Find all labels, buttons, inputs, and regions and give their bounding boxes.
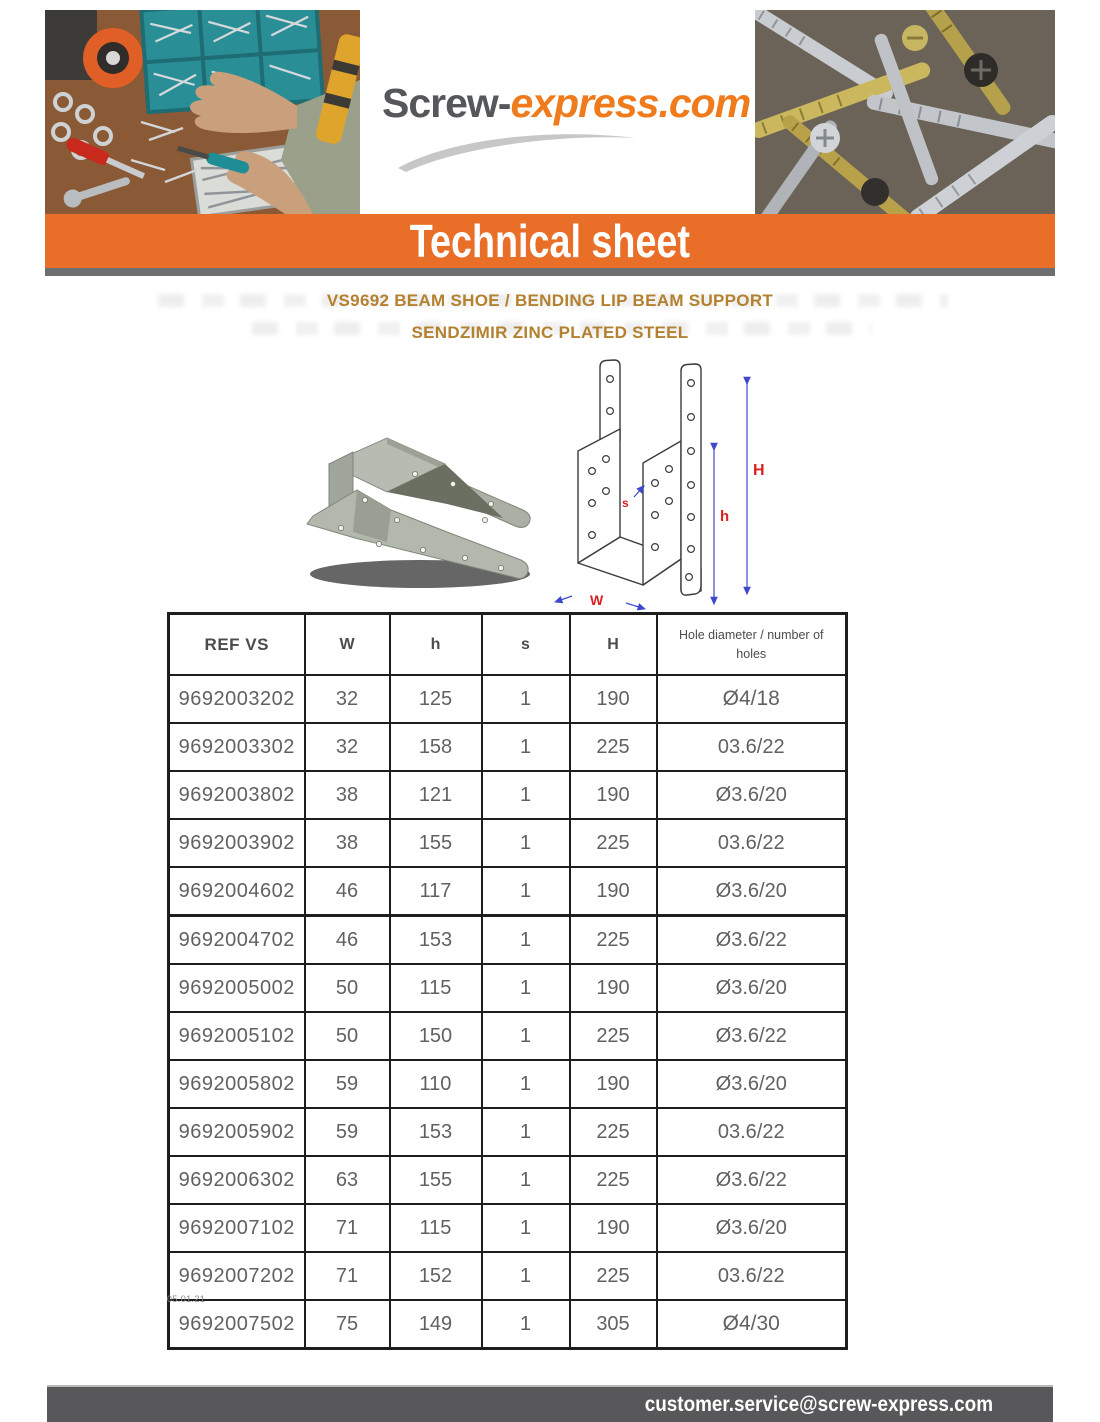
cell-ref: 9692005802 xyxy=(169,1060,305,1108)
logo-text xyxy=(382,80,751,127)
cell-H: 190 xyxy=(570,675,657,723)
header-H: H xyxy=(570,614,657,676)
dim-label-W: W xyxy=(590,592,604,608)
dim-label-s: s xyxy=(622,496,629,510)
cell-H: 225 xyxy=(570,723,657,771)
cell-h: 153 xyxy=(390,1108,482,1156)
footer-bar xyxy=(47,1385,1053,1422)
cell-h: 150 xyxy=(390,1012,482,1060)
header-w: W xyxy=(305,614,390,676)
cell-H: 305 xyxy=(570,1300,657,1349)
cell-s: 1 xyxy=(482,1012,570,1060)
header-ref: REF VS xyxy=(169,614,305,676)
table-row xyxy=(169,1012,847,1060)
cell-w: 46 xyxy=(305,916,390,965)
cell-h: 125 xyxy=(390,675,482,723)
cell-w: 71 xyxy=(305,1204,390,1252)
cell-h: 115 xyxy=(390,964,482,1012)
cell-s: 1 xyxy=(482,964,570,1012)
banner xyxy=(45,214,1055,268)
cell-h: 158 xyxy=(390,723,482,771)
cell-holes: Ø3.6/20 xyxy=(657,964,847,1012)
cell-w: 32 xyxy=(305,723,390,771)
cell-holes: 03.6/22 xyxy=(657,1252,847,1300)
cell-h: 149 xyxy=(390,1300,482,1349)
cell-h: 110 xyxy=(390,1060,482,1108)
table-row xyxy=(169,1108,847,1156)
screws-pile-photo xyxy=(755,10,1055,214)
cell-ref: 9692007102 xyxy=(169,1204,305,1252)
beam-shoe-drawing xyxy=(548,355,768,620)
cell-w: 59 xyxy=(305,1060,390,1108)
cell-holes: Ø4/18 xyxy=(657,675,847,723)
cell-s: 1 xyxy=(482,1108,570,1156)
cell-H: 190 xyxy=(570,771,657,819)
cell-H: 190 xyxy=(570,964,657,1012)
logo-swoosh-icon xyxy=(392,126,642,174)
cell-ref: 9692004702 xyxy=(169,916,305,965)
cell-s: 1 xyxy=(482,1204,570,1252)
table-row xyxy=(169,819,847,867)
cell-H: 225 xyxy=(570,1156,657,1204)
cell-h: 153 xyxy=(390,916,482,965)
header-holes: Hole diameter / number of holes xyxy=(657,614,847,676)
cell-holes: Ø3.6/20 xyxy=(657,771,847,819)
table-row xyxy=(169,867,847,916)
cell-ref: 9692005102 xyxy=(169,1012,305,1060)
cell-ref: 9692003902 xyxy=(169,819,305,867)
cell-s: 1 xyxy=(482,771,570,819)
table-row xyxy=(169,1252,847,1300)
cell-holes: Ø3.6/20 xyxy=(657,1204,847,1252)
cell-s: 1 xyxy=(482,1300,570,1349)
spec-table xyxy=(167,612,848,1350)
cell-h: 115 xyxy=(390,1204,482,1252)
beam-shoe-photo xyxy=(295,424,545,601)
header-s: s xyxy=(482,614,570,676)
cell-H: 225 xyxy=(570,819,657,867)
cell-ref: 9692004602 xyxy=(169,867,305,916)
dim-label-H: H xyxy=(753,462,765,479)
contact-email: customer.service@screw-express.com xyxy=(644,1392,993,1416)
banner-underline xyxy=(45,268,1055,276)
spec-table-body xyxy=(169,675,847,1349)
cell-ref: 9692005002 xyxy=(169,964,305,1012)
cell-ref: 9692006302 xyxy=(169,1156,305,1204)
cell-H: 225 xyxy=(570,1012,657,1060)
cell-ref: 9692003802 xyxy=(169,771,305,819)
table-row xyxy=(169,916,847,965)
cell-holes: 03.6/22 xyxy=(657,819,847,867)
cell-h: 152 xyxy=(390,1252,482,1300)
cell-w: 71 xyxy=(305,1252,390,1300)
cell-ref: 9692007502 xyxy=(169,1300,305,1349)
product-title-line1: VS9692 BEAM SHOE / BENDING LIP BEAM SUPPORT xyxy=(326,291,774,310)
cell-s: 1 xyxy=(482,1156,570,1204)
table-row xyxy=(169,1300,847,1349)
cell-holes: Ø3.6/22 xyxy=(657,916,847,965)
cell-w: 32 xyxy=(305,675,390,723)
cell-holes: 03.6/22 xyxy=(657,723,847,771)
product-title-line2: SENDZIMIR ZINC PLATED STEEL xyxy=(411,323,689,342)
cell-holes: Ø3.6/22 xyxy=(657,1156,847,1204)
cell-s: 1 xyxy=(482,1060,570,1108)
cell-H: 190 xyxy=(570,1060,657,1108)
cell-h: 155 xyxy=(390,1156,482,1204)
cell-h: 121 xyxy=(390,771,482,819)
logo-part-screw: Screw- xyxy=(382,80,511,126)
table-row xyxy=(169,1156,847,1204)
table-row xyxy=(169,1060,847,1108)
cell-holes: Ø4/30 xyxy=(657,1300,847,1349)
cell-ref: 9692003202 xyxy=(169,675,305,723)
revision-date: 05.01.21 xyxy=(167,1294,206,1304)
cell-H: 190 xyxy=(570,867,657,916)
cell-s: 1 xyxy=(482,867,570,916)
cell-ref: 9692005902 xyxy=(169,1108,305,1156)
cell-H: 225 xyxy=(570,1252,657,1300)
table-row xyxy=(169,723,847,771)
cell-w: 38 xyxy=(305,819,390,867)
cell-s: 1 xyxy=(482,1252,570,1300)
cell-s: 1 xyxy=(482,675,570,723)
cell-H: 190 xyxy=(570,1204,657,1252)
cell-H: 225 xyxy=(570,1108,657,1156)
table-row xyxy=(169,771,847,819)
cell-w: 50 xyxy=(305,964,390,1012)
cell-w: 46 xyxy=(305,867,390,916)
cell-holes: Ø3.6/20 xyxy=(657,867,847,916)
cell-s: 1 xyxy=(482,819,570,867)
cell-ref: 9692007202 xyxy=(169,1252,305,1300)
cell-h: 117 xyxy=(390,867,482,916)
cell-w: 75 xyxy=(305,1300,390,1349)
logo-part-express: express.com xyxy=(510,80,751,126)
cell-h: 155 xyxy=(390,819,482,867)
cell-H: 225 xyxy=(570,916,657,965)
cell-w: 63 xyxy=(305,1156,390,1204)
header-h: h xyxy=(390,614,482,676)
cell-holes: Ø3.6/20 xyxy=(657,1060,847,1108)
cell-s: 1 xyxy=(482,723,570,771)
table-row xyxy=(169,964,847,1012)
cell-s: 1 xyxy=(482,916,570,965)
cell-w: 50 xyxy=(305,1012,390,1060)
cell-w: 38 xyxy=(305,771,390,819)
table-row xyxy=(169,1204,847,1252)
cell-holes: 03.6/22 xyxy=(657,1108,847,1156)
cell-ref: 9692003302 xyxy=(169,723,305,771)
table-header-row xyxy=(169,614,847,676)
cell-holes: Ø3.6/22 xyxy=(657,1012,847,1060)
dim-label-h: h xyxy=(720,508,730,525)
table-row xyxy=(169,675,847,723)
workbench-hardware-photo xyxy=(45,10,360,214)
cell-w: 59 xyxy=(305,1108,390,1156)
logo xyxy=(360,10,755,214)
banner-title: Technical sheet xyxy=(409,215,691,267)
